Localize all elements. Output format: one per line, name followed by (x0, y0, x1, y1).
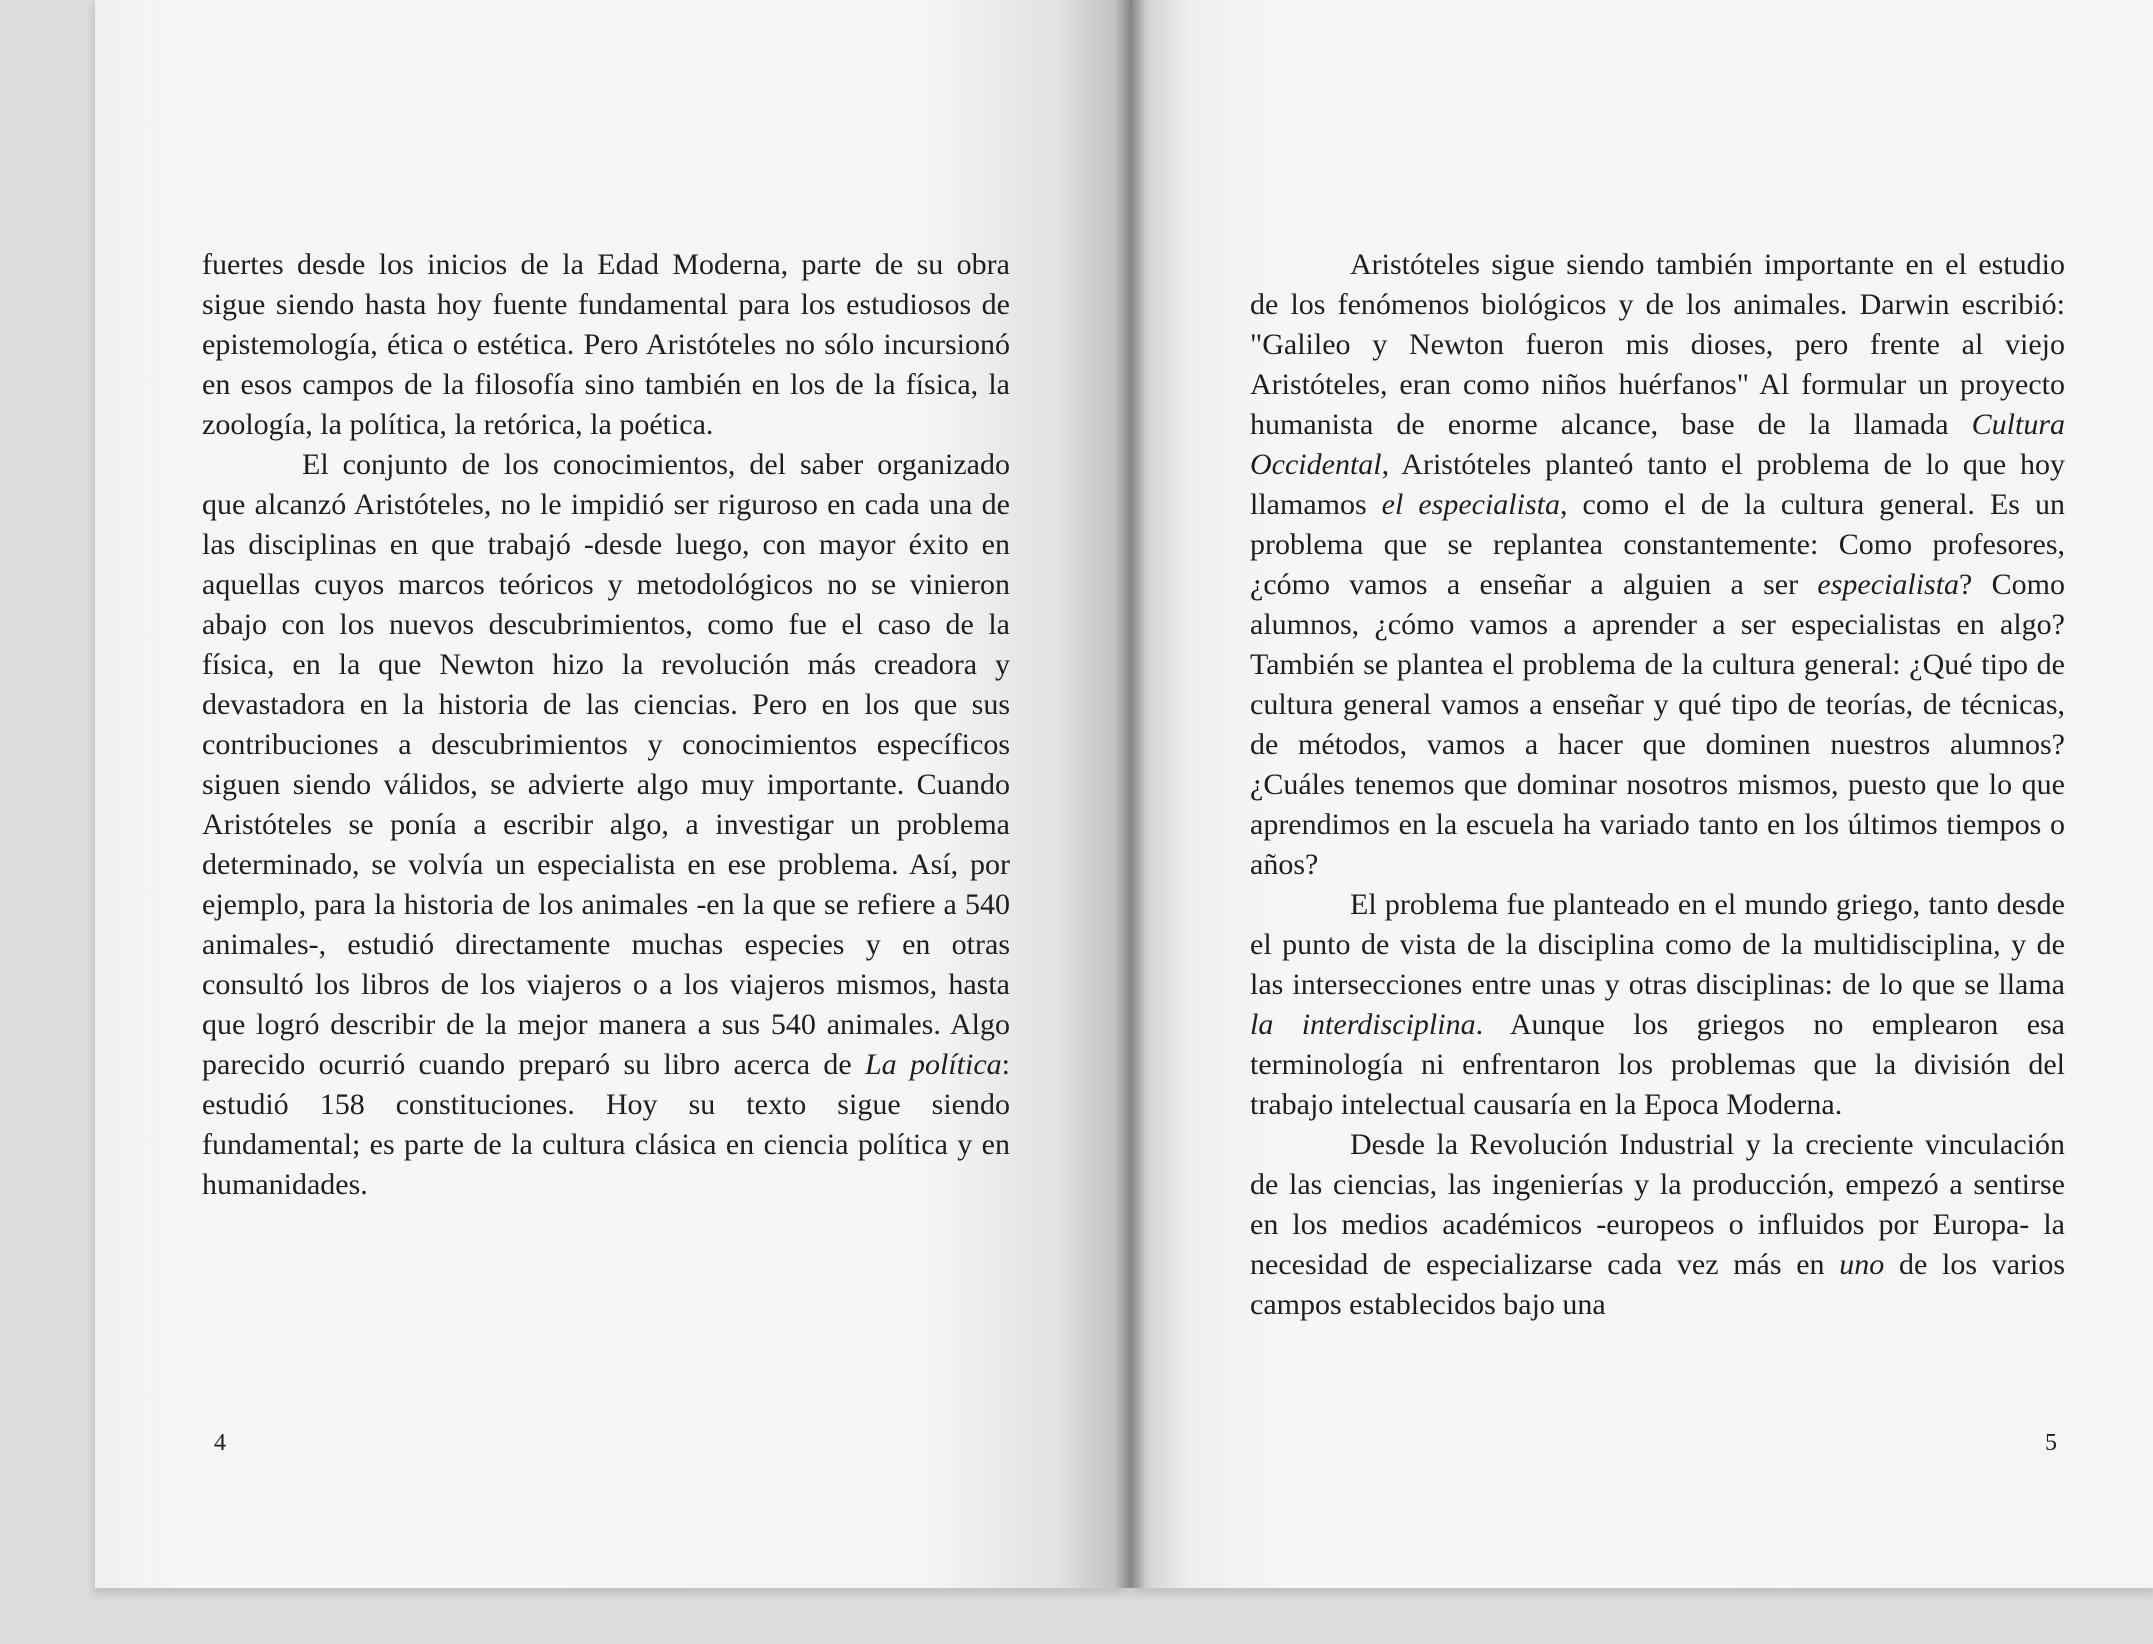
right-p1-text-2: , Aristóteles planteó tanto el problema de lo que hoy llamamos (1250, 448, 2065, 521)
right-page-number: 5 (2045, 1430, 2057, 1456)
left-paragraph-2 (202, 445, 1010, 1205)
italic-uno: uno (1839, 1248, 1885, 1281)
italic-especialista: especialista (1817, 568, 1960, 601)
right-p1-text-3: , como el de la cultura general. Es un problema que se replantea constantemente: Como profesores, ¿cómo vamos a enseñar a alguien a ser (1250, 488, 2065, 601)
right-paragraph-3 (1250, 1125, 2065, 1325)
book-gutter (1115, 0, 1145, 1588)
left-paragraph-2-part-a: El conjunto de los conocimientos, del saber organizado que alcanzó Aristóteles, no le impidió ser riguroso en cada una de las disciplinas en que trabajó -desde luego, con mayor éxito en aquellas cuyos marcos teóricos y metodológicos no se vinieron abajo con los nuevos descubrimientos, como fue el caso de la física, en la que Newton hizo la revolución más creadora y devastadora en la historia de las ciencias. Pero en los que sus contribuciones a descubrimientos y conocimientos específicos siguen siendo válidos, se advierte algo muy importante. Cuando Aristóteles se ponía a escribir algo, a investigar un problema determinado, se volvía un especialista en ese problema. Así, por ejemplo, para la historia de los animales -en la que se refiere a 540 animales-, estudió directamente muchas especies y en otras consultó los libros de los viajeros o a los viajeros mismos, hasta que logró describir de la mejor manera a sus 540 animales. Algo parecido ocurrió cuando preparó su libro acerca de (202, 448, 1010, 1081)
right-p1-text-4: ? Como alumnos, ¿cómo vamos a aprender a ser especialistas en algo? También se plantea el problema de la cultura general: ¿Qué tipo de cultura general vamos a enseñar y qué tipo de teorías, de técnicas, de métodos, vamos a hacer que dominen nuestros alumnos? ¿Cuáles tenemos que dominar nosotros mismos, puesto que lo que aprendimos en la escuela ha variado tanto en los últimos tiempos o años? (1250, 568, 2065, 881)
left-page-text (202, 245, 1010, 1205)
left-paragraph-2-part-b: : estudió 158 constituciones. Hoy su texto sigue siendo fundamental; es parte de la cultura clásica en ciencia política y en humanidades. (202, 1048, 1010, 1201)
right-paragraph-2 (1250, 885, 2065, 1125)
italic-la-interdisciplina: la interdisciplina (1250, 1008, 1476, 1041)
right-p3-text-1: Desde la Revolución Industrial y la creciente vinculación de las ciencias, las ingenierías y la producción, empezó a sentirse en los medios académicos -europeos o influidos por Europa- la necesidad de especializarse cada vez más en (1250, 1128, 2065, 1281)
italic-el-especialista: el especialista (1381, 488, 1560, 521)
right-p2-text-1: El problema fue planteado en el mundo griego, tanto desde el punto de vista de la disciplina como de la multidisciplina, y de las intersecciones entre unas y otras disciplinas: de lo que se llama (1250, 888, 2065, 1001)
right-paragraph-1 (1250, 245, 2065, 885)
right-p2-text-2: . Aunque los griegos no emplearon esa terminología ni enfrentaron los problemas que la división del trabajo intelectual causaría en la Epoca Moderna. (1250, 1008, 2066, 1121)
right-p1-text-1: Aristóteles sigue siendo también importante en el estudio de los fenómenos biológicos y de los animales. Darwin escribió: "Galileo y Newton fueron mis dioses, pero frente al viejo Aristóteles, eran como niños huérfanos" Al formular un proyecto humanista de enorme alcance, base de la llamada (1250, 248, 2065, 441)
italic-cultura-occidental: Cultura Occidental (1250, 408, 2065, 481)
book-title-la-politica: La política (864, 1048, 1002, 1081)
right-page-text (1250, 245, 2065, 1325)
right-p3-text-2: de los varios campos establecidos bajo una (1250, 1248, 2066, 1321)
left-page-number: 4 (214, 1430, 226, 1456)
left-paragraph-1: fuertes desde los inicios de la Edad Moderna, parte de su obra sigue siendo hasta hoy fuente fundamental para los estudiosos de epistemología, ética o estética. Pero Aristóteles no sólo incursionó en esos campos de la filosofía sino también en los de la física, la zoología, la política, la retórica, la poética. (202, 248, 1010, 441)
